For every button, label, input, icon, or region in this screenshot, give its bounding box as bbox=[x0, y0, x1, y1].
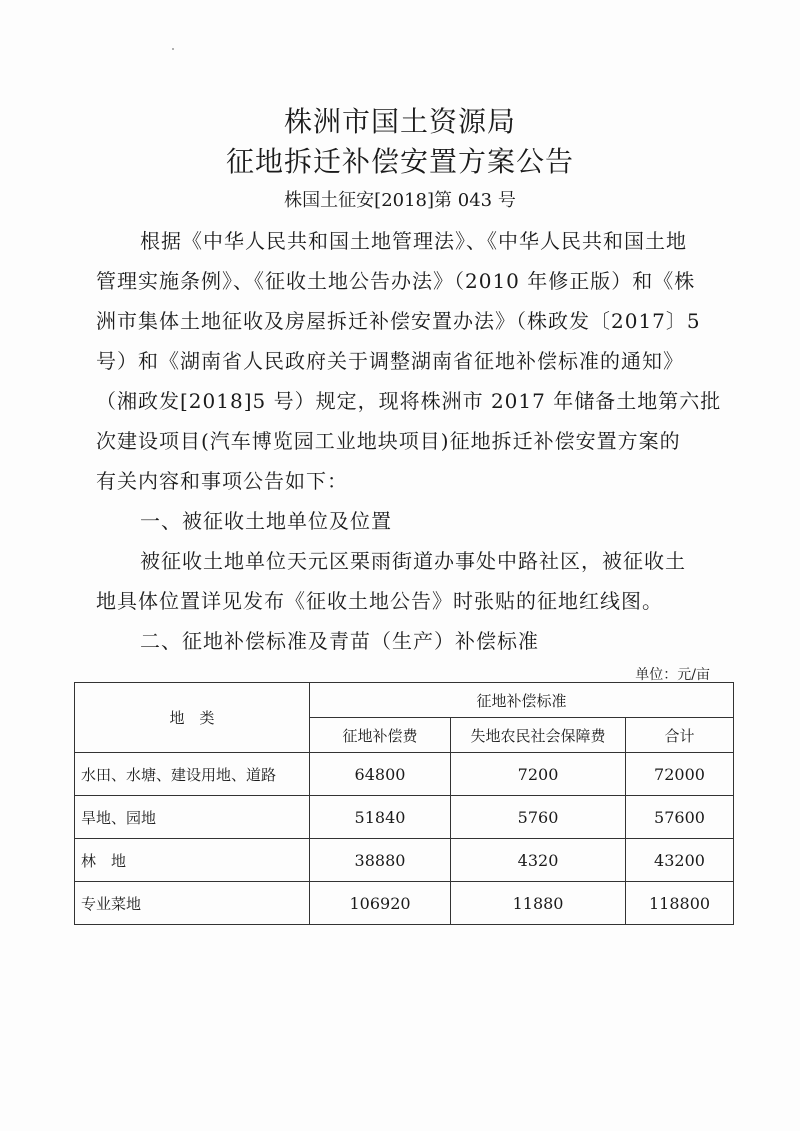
section1-heading: 一、被征收土地单位及位置 bbox=[140, 509, 392, 533]
intro-line: 根据《中华人民共和国土地管理法》、《中华人民共和国土地 bbox=[140, 229, 687, 253]
scan-speck bbox=[172, 48, 174, 50]
table-cell: 7200 bbox=[451, 753, 626, 796]
intro-line: （湘政发[2018]5 号）规定，现将株洲市 2017 年储备土地第六批 bbox=[96, 389, 722, 413]
document-title-line1: 株洲市国土资源局 bbox=[283, 105, 516, 138]
table-header-col: 征地补偿费 bbox=[309, 718, 450, 753]
table-cell: 5760 bbox=[451, 796, 626, 839]
table-cell-type: 专业菜地 bbox=[75, 882, 310, 925]
table-row bbox=[75, 796, 734, 839]
document-number: 株国土征安[2018]第 043 号 bbox=[284, 190, 516, 211]
compensation-table bbox=[74, 682, 734, 925]
table-header-col: 失地农民社会保障费 bbox=[451, 718, 626, 753]
table-cell: 64800 bbox=[309, 753, 450, 796]
table-cell: 106920 bbox=[309, 882, 450, 925]
section1-line: 地具体位置详见发布《征收土地公告》时张贴的征地红线图。 bbox=[96, 589, 663, 613]
table-cell: 43200 bbox=[626, 839, 734, 882]
intro-line: 有关内容和事项公告如下： bbox=[96, 469, 348, 493]
document-title-line2: 征地拆迁补偿安置方案公告 bbox=[225, 145, 574, 178]
table-cell: 11880 bbox=[451, 882, 626, 925]
table-cell: 4320 bbox=[451, 839, 626, 882]
table-cell: 51840 bbox=[309, 796, 450, 839]
intro-line: 洲市集体土地征收及房屋拆迁补偿安置办法》（株政发〔2017〕5 bbox=[96, 309, 701, 333]
section2-heading: 二、征地补偿标准及青苗（生产）补偿标准 bbox=[140, 629, 539, 653]
intro-line: 管理实施条例》、《征收土地公告办法》（2010 年修正版）和《株 bbox=[96, 269, 696, 293]
table-header-group: 征地补偿标准 bbox=[309, 683, 733, 718]
intro-line: 号）和《湖南省人民政府关于调整湖南省征地补偿标准的通知》 bbox=[96, 349, 684, 373]
section1-line: 被征收土地单位天元区栗雨街道办事处中路社区，被征收土 bbox=[140, 549, 686, 573]
table-cell: 72000 bbox=[626, 753, 734, 796]
table-cell-type: 水田、水塘、建设用地、道路 bbox=[75, 753, 310, 796]
table-cell-type: 旱地、园地 bbox=[75, 796, 310, 839]
table-cell: 38880 bbox=[309, 839, 450, 882]
table-header-type: 地 类 bbox=[75, 683, 310, 753]
table-row bbox=[75, 753, 734, 796]
table-row bbox=[75, 882, 734, 925]
table-cell-type: 林 地 bbox=[75, 839, 310, 882]
intro-line: 次建设项目(汽车博览园工业地块项目)征地拆迁补偿安置方案的 bbox=[96, 429, 681, 453]
table-cell: 57600 bbox=[626, 796, 734, 839]
table-row bbox=[75, 839, 734, 882]
table-cell: 118800 bbox=[626, 882, 734, 925]
unit-label: 单位：元/亩 bbox=[635, 667, 710, 683]
table-header-col: 合计 bbox=[626, 718, 734, 753]
